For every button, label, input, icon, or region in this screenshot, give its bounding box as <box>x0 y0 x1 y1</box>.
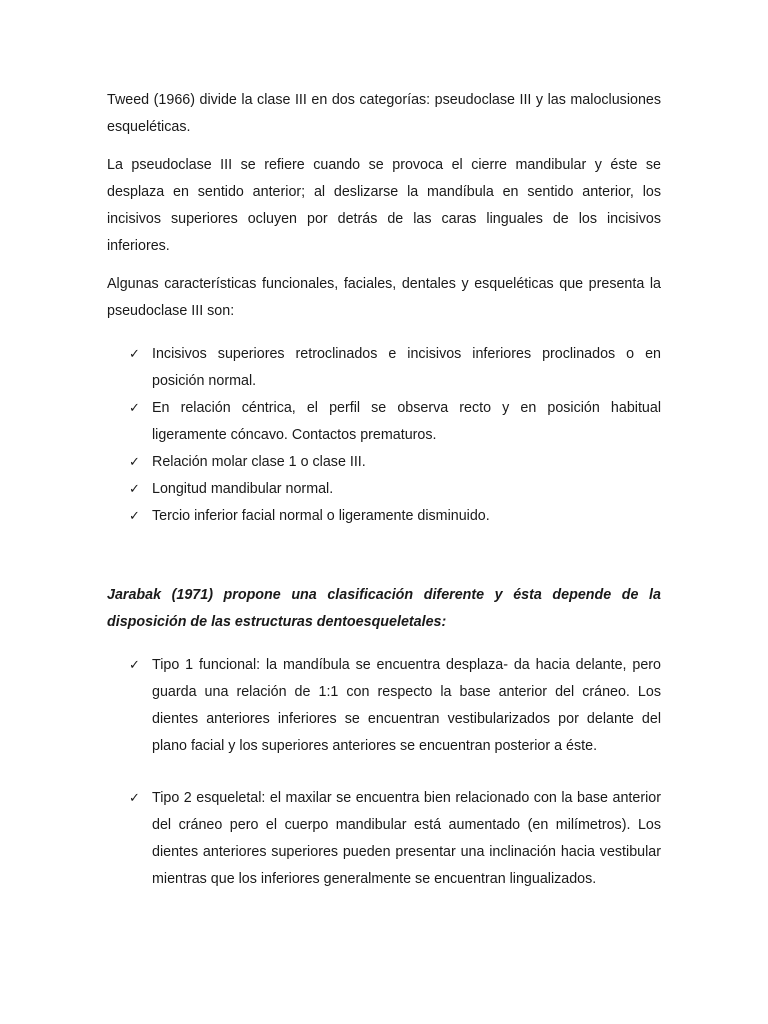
checkmark-icon: ✓ <box>129 509 140 524</box>
checkmark-icon: ✓ <box>129 791 140 806</box>
list-item-text: Tipo 2 esqueletal: el maxilar se encuentra bien relacionado con la base anterior del cráneo pero el cuerpo mandibular está aumentado (en milímetros). Los dientes anteriores superiores pueden presentar una inclinación hacia vestibular mientras que los inferiores generalmente se encuentran lingualizados. <box>152 790 661 887</box>
list-item <box>107 652 661 760</box>
checkmark-icon: ✓ <box>129 658 140 673</box>
list-item-text: Longitud mandibular normal. <box>152 481 334 497</box>
list-item-text: En relación céntrica, el perfil se observa recto y en posición habitual ligeramente cóncavo. Contactos prematuros. <box>152 400 661 443</box>
jarabak-types-list <box>107 652 661 893</box>
list-item <box>107 503 661 530</box>
checkmark-icon: ✓ <box>129 482 140 497</box>
list-item-text: Tipo 1 funcional: la mandíbula se encuentra desplaza- da hacia delante, pero guarda una relación de 1:1 con respecto la base anterior del cráneo. Los dientes anteriores inferiores se encuentran vestibularizados por delante del plano facial y los superiores anteriores se encuentran posterior a éste. <box>152 657 661 754</box>
checkmark-icon: ✓ <box>129 347 140 362</box>
checkmark-icon: ✓ <box>129 401 140 416</box>
list-item <box>107 785 661 893</box>
list-item <box>107 449 661 476</box>
characteristics-list <box>107 341 661 530</box>
paragraph-caracteristicas: Algunas características funcionales, faciales, dentales y esqueléticas que presenta la pseudoclase III son: <box>107 276 661 319</box>
paragraph-tweed: Tweed (1966) divide la clase III en dos categorías: pseudoclase III y las maloclusiones esqueléticas. <box>107 92 661 135</box>
list-item-text: Incisivos superiores retroclinados e incisivos inferiores proclinados o en posición normal. <box>152 346 661 389</box>
list-item-text: Tercio inferior facial normal o ligeramente disminuido. <box>152 508 490 524</box>
page-content <box>107 87 661 893</box>
list-item <box>107 395 661 449</box>
list-item <box>107 476 661 503</box>
list-item <box>107 341 661 395</box>
list-item-text: Relación molar clase 1 o clase III. <box>152 454 366 470</box>
checkmark-icon: ✓ <box>129 455 140 470</box>
jarabak-heading: Jarabak (1971) propone una clasificación diferente y ésta depende de la disposición de las estructuras dentoesqueletales: <box>107 587 661 630</box>
paragraph-pseudoclase: La pseudoclase III se refiere cuando se provoca el cierre mandibular y éste se desplaza en sentido anterior; al deslizarse la mandíbula en sentido anterior, los incisivos superiores ocluyen por detrás de las caras linguales de los incisivos inferiores. <box>107 157 661 254</box>
